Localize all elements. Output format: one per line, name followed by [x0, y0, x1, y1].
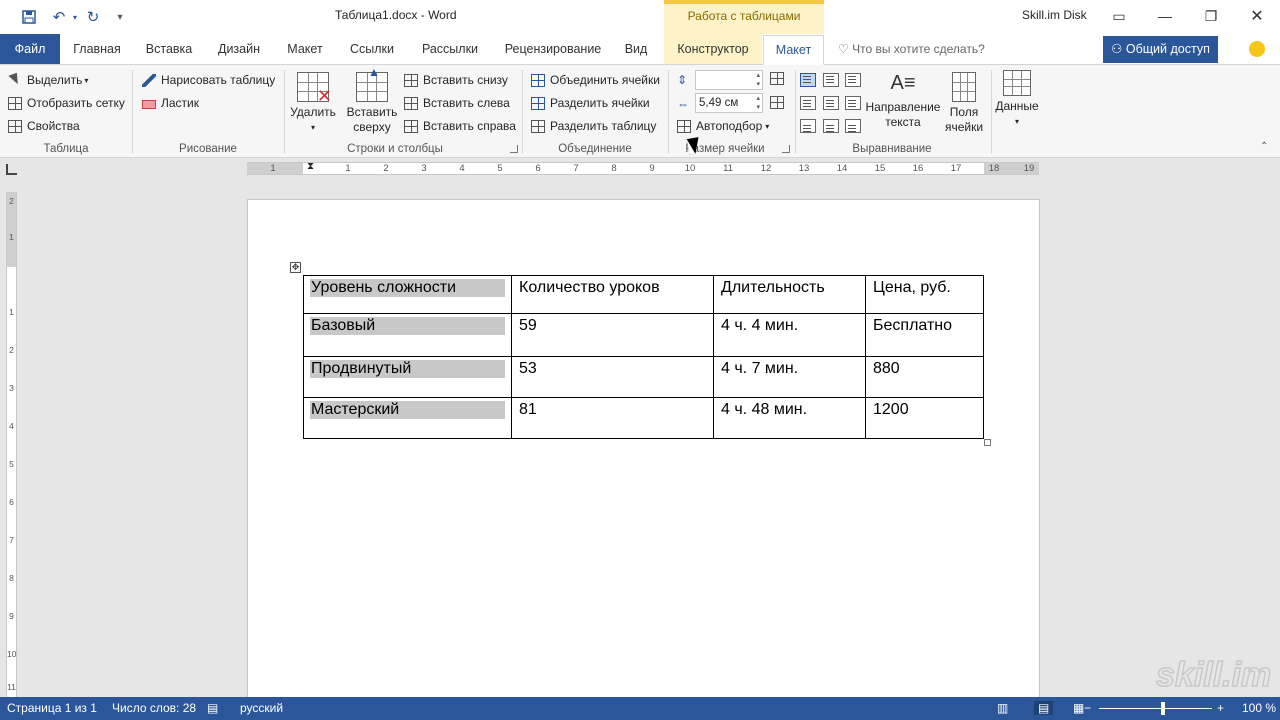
- ruler-number: 11: [7, 682, 16, 692]
- select-button[interactable]: [8, 73, 88, 87]
- align-top-left-button[interactable]: [800, 73, 816, 87]
- table-cell[interactable]: [714, 398, 866, 439]
- insert-right-label: Вставить справа: [423, 119, 516, 133]
- ruler-number: 17: [950, 163, 962, 174]
- chevron-down-icon: ▾: [765, 121, 770, 131]
- cell-margins-label-2: ячейки: [944, 120, 984, 134]
- zoom-level[interactable]: 100 %: [1242, 701, 1277, 715]
- ruler-number: 14: [836, 163, 848, 174]
- document-page[interactable]: [247, 199, 1040, 699]
- cell-text: 81: [519, 401, 537, 418]
- dialog-launcher-icon[interactable]: [782, 145, 790, 153]
- group-label-draw: Рисование: [179, 143, 237, 155]
- table-row: [304, 357, 984, 398]
- ruler-number: 1: [270, 163, 276, 174]
- word-count[interactable]: Число слов: 28: [112, 701, 197, 715]
- horizontal-ruler[interactable]: [247, 162, 1039, 175]
- table-row: [304, 314, 984, 357]
- group-label-alignment: Выравнивание: [852, 143, 932, 155]
- close-icon[interactable]: ✕: [1250, 8, 1264, 25]
- ruler-number: 7: [573, 163, 579, 174]
- properties-icon: [8, 120, 22, 133]
- ribbon: [0, 64, 1280, 158]
- tab-table-layout[interactable]: Макет: [763, 35, 824, 65]
- ruler-number: 1: [345, 163, 351, 174]
- ruler-number: 1: [9, 307, 14, 317]
- tell-me-placeholder: Что вы хотите сделать?: [852, 42, 985, 56]
- table-cell[interactable]: [304, 314, 512, 357]
- cell-margins-icon: [952, 72, 976, 102]
- tab-layout[interactable]: Макет: [287, 42, 323, 56]
- insert-below-button[interactable]: [404, 73, 508, 87]
- insert-left-icon: [404, 97, 418, 110]
- insert-left-label: Вставить слева: [423, 96, 510, 110]
- insert-left-button[interactable]: [404, 96, 510, 110]
- data-icon: [1003, 70, 1031, 96]
- ruler-number: 19: [1023, 163, 1035, 174]
- ruler-number: 1: [9, 232, 14, 242]
- ruler-number: 4: [459, 163, 465, 174]
- ruler-number: 4: [9, 421, 14, 431]
- view-gridlines-button[interactable]: [8, 96, 125, 110]
- table-cell[interactable]: [512, 276, 714, 314]
- split-cells-button[interactable]: [531, 96, 650, 110]
- ruler-number: 6: [535, 163, 541, 174]
- tab-references[interactable]: Ссылки: [349, 42, 394, 56]
- person-icon: ⚇: [1111, 42, 1123, 56]
- ribbon-tabs: [0, 34, 1280, 64]
- insert-above-icon: ▲: [356, 72, 388, 102]
- autofit-label: Автоподбор: [696, 119, 763, 133]
- eraser-label: Ластик: [161, 96, 199, 110]
- feedback-smiley-icon[interactable]: [1249, 41, 1265, 57]
- split-cells-label: Разделить ячейки: [550, 96, 650, 110]
- ruler-number: 2: [9, 196, 14, 206]
- group-separator: [522, 70, 523, 154]
- text-direction-label-1: Направление: [865, 100, 941, 114]
- table-cell[interactable]: [866, 357, 984, 398]
- proofing-icon[interactable]: ▤: [207, 701, 219, 715]
- customize-qat-icon[interactable]: ▾: [117, 11, 123, 23]
- group-separator: [991, 70, 992, 154]
- insert-right-icon: [404, 120, 418, 133]
- table-cell[interactable]: [714, 276, 866, 314]
- group-separator: [668, 70, 669, 154]
- tab-review[interactable]: Рецензирование: [504, 42, 602, 56]
- insert-above-label-1: Вставить: [346, 105, 398, 119]
- align-middle-center-button[interactable]: [823, 96, 839, 110]
- table-resize-handle-icon[interactable]: [984, 439, 991, 446]
- ruler-number: 3: [421, 163, 427, 174]
- cell-text: Продвинутый: [310, 360, 505, 378]
- group-label-cell-size: Размер ячейки: [685, 143, 765, 155]
- table-cell[interactable]: [866, 398, 984, 439]
- distribute-columns-button[interactable]: [770, 96, 789, 109]
- share-button[interactable]: [1103, 36, 1218, 63]
- insert-below-icon: [404, 74, 418, 87]
- tab-view[interactable]: Вид: [624, 42, 648, 56]
- cell-text: Количество уроков: [519, 279, 660, 296]
- text-direction-label-2: текста: [885, 115, 921, 129]
- text-direction-button[interactable]: [864, 70, 942, 130]
- cell-text: 4 ч. 4 мин.: [721, 317, 799, 334]
- chevron-down-icon: ▾: [84, 75, 89, 85]
- zoom-slider-thumb[interactable]: [1161, 702, 1165, 715]
- align-top-center-button[interactable]: [823, 73, 839, 87]
- web-layout-icon[interactable]: ▦: [1073, 701, 1085, 715]
- merge-cells-button[interactable]: [531, 73, 660, 87]
- group-separator: [284, 70, 285, 154]
- status-bar: [0, 697, 1280, 720]
- tab-mailings[interactable]: Рассылки: [421, 42, 479, 56]
- context-tab-group-label: Работа с таблицами: [687, 9, 801, 23]
- redo-icon[interactable]: ↻: [86, 9, 100, 26]
- indent-marker-icon[interactable]: ⧗: [307, 161, 315, 172]
- align-top-right-button[interactable]: [845, 73, 861, 87]
- watermark-logo: skill.im: [1156, 656, 1272, 694]
- gridlines-icon: [8, 97, 22, 110]
- ruler-number: 10: [684, 163, 696, 174]
- ruler-number: 16: [912, 163, 924, 174]
- merge-cells-label: Объединить ячейки: [550, 73, 660, 87]
- align-middle-right-button[interactable]: [845, 96, 861, 110]
- tab-table-design[interactable]: Конструктор: [664, 34, 762, 64]
- column-width-input[interactable]: 5,49 см ▴ ▾: [695, 93, 763, 113]
- data-button[interactable]: [994, 70, 1040, 129]
- ruler-number: 8: [611, 163, 617, 174]
- ruler-number: 2: [9, 345, 14, 355]
- distribute-rows-icon: [770, 72, 784, 85]
- ruler-number: 2: [383, 163, 389, 174]
- table-move-handle-icon[interactable]: ✥: [291, 262, 300, 272]
- ruler-number: 12: [760, 163, 772, 174]
- table-cell[interactable]: [866, 314, 984, 357]
- share-label: Общий доступ: [1125, 42, 1210, 56]
- table-cell[interactable]: [304, 276, 512, 314]
- column-width-icon: ⇔: [677, 97, 689, 111]
- row-height-input[interactable]: [695, 70, 763, 90]
- mouse-cursor-icon: [687, 137, 702, 155]
- table-cell[interactable]: [512, 314, 714, 357]
- ruler-number: 8: [9, 573, 14, 583]
- minimize-icon[interactable]: —: [1158, 8, 1172, 24]
- cell-text: Уровень сложности: [310, 279, 505, 297]
- ruler-number: 18: [988, 163, 1000, 174]
- table-cell[interactable]: [512, 398, 714, 439]
- insert-below-label: Вставить снизу: [423, 73, 508, 87]
- split-table-icon: [531, 120, 545, 133]
- cell-text: 53: [519, 360, 537, 377]
- ruler-number: 7: [9, 535, 14, 545]
- zoom-in-icon[interactable]: +: [1217, 701, 1225, 715]
- table-cell[interactable]: [714, 357, 866, 398]
- delete-button[interactable]: [288, 72, 338, 135]
- insert-right-button[interactable]: [404, 119, 516, 133]
- tell-me-box[interactable]: [838, 42, 985, 56]
- undo-dropdown-icon[interactable]: ▾: [72, 12, 77, 22]
- tab-insert[interactable]: Вставка: [145, 42, 193, 56]
- chevron-down-icon: ▾: [310, 123, 315, 132]
- cell-text: 4 ч. 7 мин.: [721, 360, 799, 377]
- group-label-table: Таблица: [43, 143, 89, 155]
- insert-above-button[interactable]: [344, 65, 400, 135]
- user-name[interactable]: Skill.im Disk: [1022, 8, 1087, 22]
- ruler-number: 11: [723, 163, 733, 174]
- draw-table-label: Нарисовать таблицу: [161, 73, 276, 87]
- restore-icon[interactable]: ❐: [1204, 7, 1218, 24]
- split-table-button[interactable]: [531, 119, 656, 133]
- ruler-number: 3: [9, 383, 14, 393]
- ruler-number: 10: [7, 649, 17, 659]
- undo-icon[interactable]: ↶: [52, 9, 66, 26]
- tab-home[interactable]: Главная: [73, 42, 121, 56]
- autofit-button[interactable]: [677, 119, 769, 133]
- select-label: Выделить: [27, 73, 83, 87]
- save-icon[interactable]: [18, 6, 40, 28]
- data-label: Данные: [995, 99, 1039, 113]
- cell-margins-label-1: Поля: [949, 105, 979, 119]
- cell-text: 1200: [873, 401, 909, 418]
- document-table[interactable]: [303, 275, 984, 439]
- group-separator: [132, 70, 133, 154]
- title-bar: [0, 0, 1280, 34]
- table-cell[interactable]: [304, 357, 512, 398]
- align-middle-left-button[interactable]: [800, 96, 816, 110]
- draw-table-button[interactable]: [142, 73, 275, 87]
- gridlines-label: Отобразить сетку: [27, 96, 125, 110]
- table-cell[interactable]: [866, 276, 984, 314]
- ruler-number: 5: [9, 459, 14, 469]
- language[interactable]: русский: [240, 701, 284, 715]
- cell-text: 59: [519, 317, 537, 334]
- pencil-icon: [142, 74, 156, 87]
- ruler-number: 5: [497, 163, 503, 174]
- window-title: Таблица1.docx - Word: [335, 8, 457, 22]
- ribbon-display-icon[interactable]: ▭: [1112, 7, 1126, 24]
- print-layout-icon[interactable]: ▤: [1034, 701, 1053, 715]
- collapse-ribbon-icon[interactable]: ⌃: [1260, 141, 1269, 152]
- vertical-ruler[interactable]: [6, 192, 17, 697]
- cell-text: Бесплатно: [873, 317, 953, 334]
- table-cell[interactable]: [304, 398, 512, 439]
- eraser-icon: [142, 100, 156, 109]
- tab-file[interactable]: Файл: [0, 34, 60, 64]
- cell-text: Мастерский: [310, 401, 505, 419]
- cell-text: Базовый: [310, 317, 505, 335]
- group-label-rows-cols: Строки и столбцы: [347, 143, 443, 155]
- dialog-launcher-icon[interactable]: [510, 145, 518, 153]
- text-direction-icon: A≡: [890, 72, 916, 94]
- table-row: [304, 398, 984, 439]
- insert-above-label-2: сверху: [353, 120, 391, 134]
- group-label-merge: Объединение: [558, 143, 632, 155]
- zoom-slider-track[interactable]: [1099, 708, 1212, 709]
- chevron-down-icon: ▾: [1014, 117, 1019, 126]
- properties-button[interactable]: [8, 119, 80, 133]
- align-bottom-center-button[interactable]: [823, 119, 839, 133]
- ruler-number: 9: [649, 163, 655, 174]
- ruler-number: 15: [874, 163, 886, 174]
- merge-cells-icon: [531, 74, 545, 87]
- zoom-out-icon[interactable]: −: [1084, 701, 1092, 715]
- properties-label: Свойства: [27, 119, 80, 133]
- page-count[interactable]: Страница 1 из 1: [7, 701, 97, 715]
- ruler-number: 9: [9, 611, 14, 621]
- context-tab-group: [664, 0, 824, 34]
- split-cells-icon: [531, 97, 545, 110]
- table-cell[interactable]: [714, 314, 866, 357]
- delete-table-icon: ✕: [297, 72, 329, 102]
- ruler-number: 13: [798, 163, 810, 174]
- cell-text: Цена, руб.: [873, 279, 951, 296]
- distribute-rows-button[interactable]: [770, 72, 789, 85]
- lightbulb-icon: ♡: [838, 42, 849, 56]
- cell-margins-button[interactable]: [942, 72, 986, 135]
- split-table-label: Разделить таблицу: [550, 119, 657, 133]
- autofit-icon: [677, 120, 691, 133]
- cell-text: Длительность: [721, 279, 825, 296]
- read-mode-icon[interactable]: ▥: [997, 701, 1009, 715]
- row-height-icon: ⇕: [677, 73, 688, 87]
- delete-label: Удалить: [290, 105, 336, 119]
- group-separator: [795, 70, 796, 154]
- cell-text: 880: [873, 360, 900, 377]
- cursor-arrow-icon: [8, 74, 22, 87]
- table-cell[interactable]: [512, 357, 714, 398]
- align-bottom-left-button[interactable]: [800, 119, 816, 133]
- cell-text: 4 ч. 48 мин.: [721, 401, 808, 418]
- eraser-button[interactable]: [142, 96, 199, 110]
- table-row: [304, 276, 984, 314]
- distribute-columns-icon: [770, 96, 784, 109]
- tab-selector-icon[interactable]: [6, 164, 17, 175]
- ruler-number: 6: [9, 497, 14, 507]
- align-bottom-right-button[interactable]: [845, 119, 861, 133]
- tab-design[interactable]: Дизайн: [217, 42, 261, 56]
